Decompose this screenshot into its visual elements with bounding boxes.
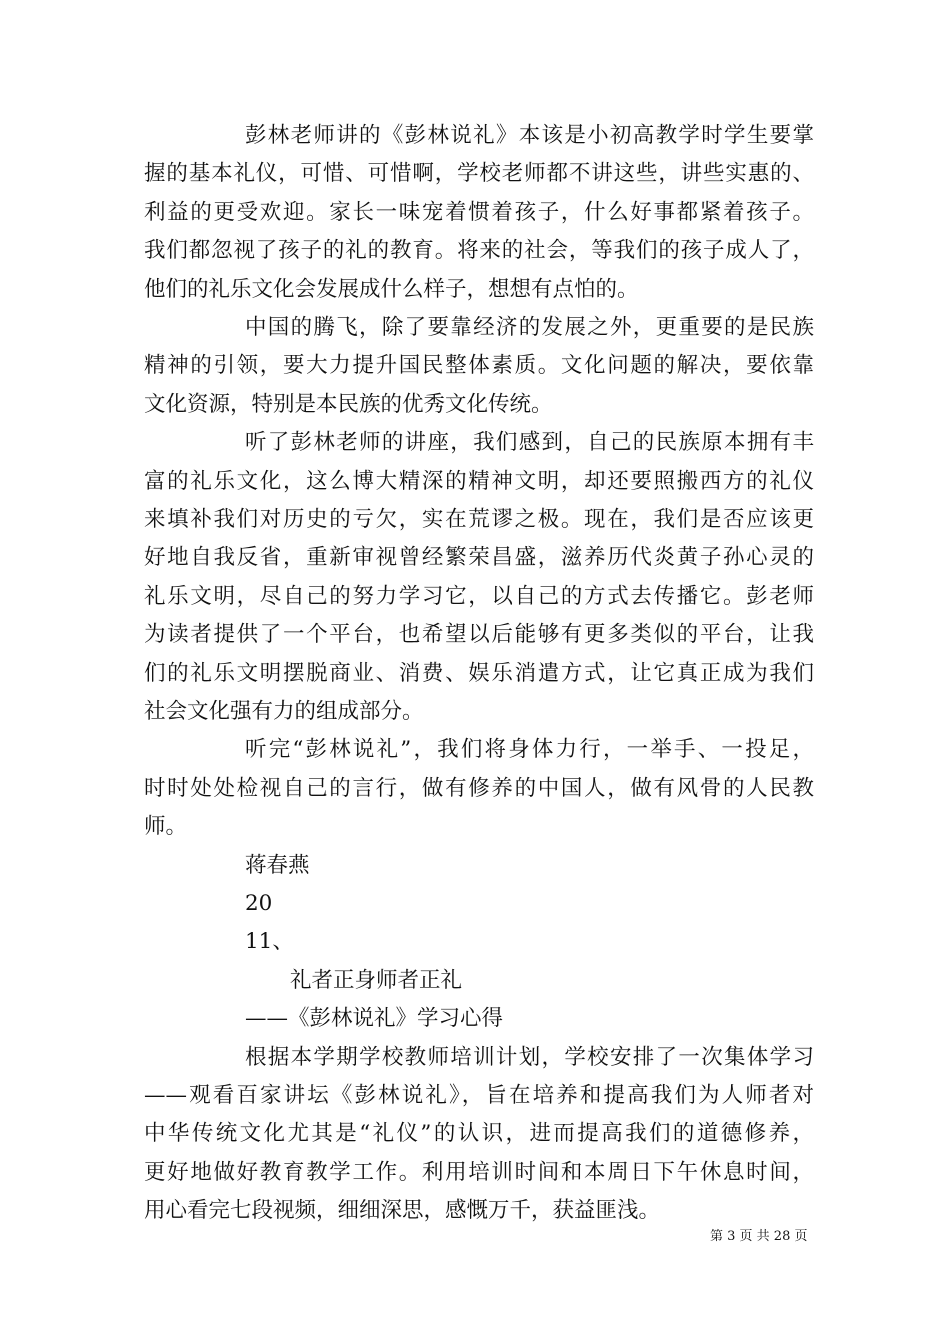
paragraph-2-line-1: 中国的腾飞，除了要靠经济的发展之外，更重要的是民族	[245, 315, 814, 340]
article-line-5: 用心看完七段视频，细细深思，感慨万千，获益匪浅。	[144, 1198, 661, 1223]
paragraph-1-line-3: 利益的更受欢迎。家长一味宠着惯着孩子，什么好事都紧着孩子。	[144, 200, 814, 225]
paragraph-3-line-6: 为读者提供了一个平台，也希望以后能够有更多类似的平台，让我	[144, 622, 814, 647]
article-subtitle: ——《彭林说礼》学习心得	[245, 1006, 504, 1031]
paragraph-2-line-3: 文化资源，特别是本民族的优秀文化传统。	[144, 392, 553, 417]
signature-date-part-2: 11、	[245, 929, 294, 954]
paragraph-3-line-5: 礼乐文明，尽自己的努力学习它，以自己的方式去传播它。彭老师	[144, 584, 814, 609]
article-title: 礼者正身师者正礼	[290, 968, 463, 993]
paragraph-2-line-2: 精神的引领，要大力提升国民整体素质。文化问题的解决，要依靠	[144, 353, 814, 378]
paragraph-3-line-2: 富的礼乐文化，这么博大精深的精神文明，却还要照搬西方的礼仪	[144, 469, 814, 494]
article-line-4: 更好地做好教育教学工作。利用培训时间和本周日下午休息时间，	[144, 1160, 814, 1185]
article-line-1: 根据本学期学校教师培训计划，学校安排了一次集体学习	[245, 1045, 814, 1070]
paragraph-4-line-1: 听完“彭林说礼”，我们将身体力行，一举手、一投足，	[245, 737, 814, 762]
paragraph-3-line-8: 社会文化强有力的组成部分。	[144, 699, 424, 724]
signature-name: 蒋春燕	[245, 853, 310, 878]
paragraph-3-line-4: 好地自我反省，重新审视曾经繁荣昌盛，滋养历代炎黄子孙心灵的	[144, 545, 814, 570]
paragraph-3-line-7: 们的礼乐文明摆脱商业、消费、娱乐消遣方式，让它真正成为我们	[144, 661, 814, 686]
paragraph-1-line-5: 他们的礼乐文化会发展成什么样子，想想有点怕的。	[144, 277, 639, 302]
page-number-footer: 第 3 页 共 28 页	[710, 1229, 808, 1244]
paragraph-1-line-4: 我们都忽视了孩子的礼的教育。将来的社会，等我们的孩子成人了，	[144, 238, 814, 263]
article-line-3: 中华传统文化尤其是“礼仪”的认识，进而提高我们的道德修养，	[144, 1121, 814, 1146]
paragraph-3-line-1: 听了彭林老师的讲座，我们感到，自己的民族原本拥有丰	[245, 430, 814, 455]
paragraph-4-line-2: 时时处处检视自己的言行，做有修养的中国人，做有风骨的人民教	[144, 776, 814, 801]
article-line-2: ——观看百家讲坛《彭林说礼》，旨在培养和提高我们为人师者对	[144, 1083, 814, 1108]
paragraph-1-line-1: 彭林老师讲的《彭林说礼》本该是小初高教学时学生要掌	[245, 123, 814, 148]
paragraph-4-line-3: 师。	[144, 814, 188, 839]
paragraph-1-line-2: 握的基本礼仪，可惜、可惜啊，学校老师都不讲这些，讲些实惠的、	[144, 161, 814, 186]
signature-date-part-1: 20	[245, 891, 273, 916]
paragraph-3-line-3: 来填补我们对历史的亏欠，实在荒谬之极。现在，我们是否应该更	[144, 507, 814, 532]
